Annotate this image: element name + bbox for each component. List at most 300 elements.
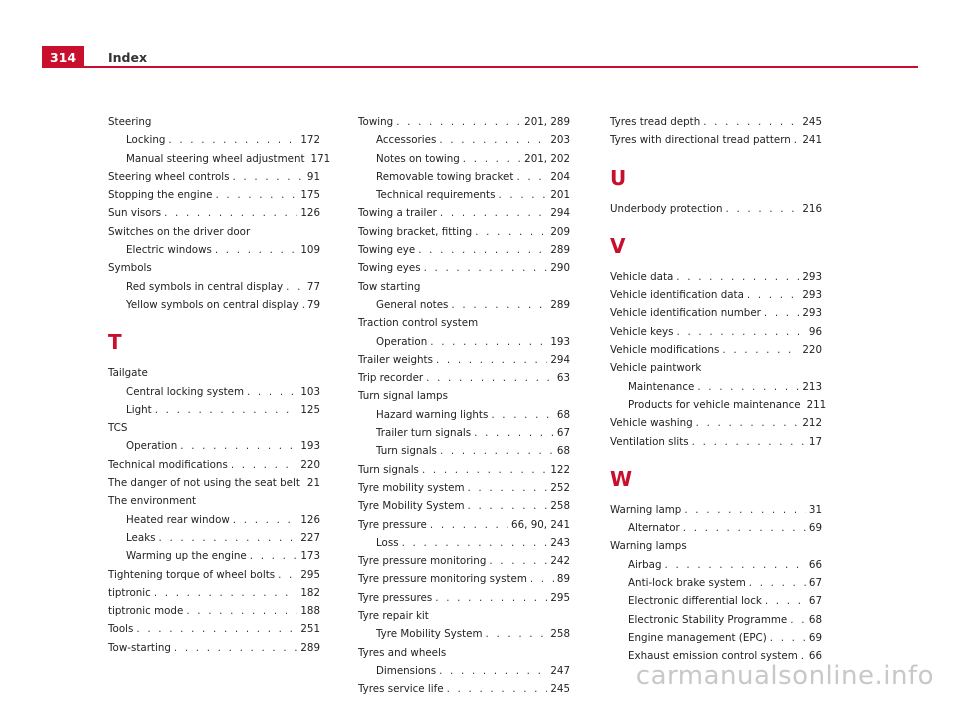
entry-page-ref: 289 xyxy=(550,244,570,257)
dot-leader xyxy=(418,241,547,259)
entry-term: Manual steering wheel adjustment xyxy=(126,152,305,165)
entry-page-ref: 67 xyxy=(556,427,570,440)
dot-leader xyxy=(215,186,297,204)
dot-leader xyxy=(770,629,806,647)
dot-leader xyxy=(439,131,547,149)
index-subentry xyxy=(358,424,570,442)
dot-leader xyxy=(463,150,521,168)
entry-term: Stopping the engine xyxy=(108,189,213,202)
entry-term: Operation xyxy=(126,440,178,453)
dot-leader xyxy=(180,437,297,455)
dot-leader xyxy=(703,113,799,131)
index-entry xyxy=(358,351,570,369)
index-subentry xyxy=(358,662,570,680)
index-entry xyxy=(358,369,570,387)
entry-term: Tools xyxy=(108,623,134,636)
entry-page-ref: 201, 202 xyxy=(524,152,570,165)
index-heading xyxy=(108,113,320,131)
entry-term: Tyre pressure monitoring system xyxy=(358,573,527,586)
entry-page-ref: 243 xyxy=(550,536,570,549)
entry-term: Central locking system xyxy=(126,385,244,398)
index-entry xyxy=(358,497,570,515)
entry-term: Vehicle washing xyxy=(610,417,693,430)
entry-page-ref: 173 xyxy=(300,550,320,563)
entry-page-ref: 172 xyxy=(300,134,320,147)
dot-leader xyxy=(451,296,547,314)
index-entry xyxy=(610,286,822,304)
index-entry xyxy=(610,268,822,286)
entry-page-ref: 69 xyxy=(808,631,822,644)
entry-term: Red symbols in central display xyxy=(126,280,284,293)
entry-page-ref: 68 xyxy=(556,445,570,458)
index-entry xyxy=(108,168,320,186)
index-entry xyxy=(358,680,570,698)
dot-leader xyxy=(422,461,547,479)
dot-leader xyxy=(765,592,806,610)
dot-leader xyxy=(683,519,806,537)
entry-page-ref: 193 xyxy=(550,335,570,348)
entry-term: Tyres tread depth xyxy=(610,116,701,128)
dot-leader xyxy=(697,378,799,396)
dot-leader xyxy=(174,639,297,657)
entry-page-ref: 294 xyxy=(550,353,570,366)
dot-leader xyxy=(426,369,554,387)
entry-page-ref: 109 xyxy=(300,244,320,257)
entry-term: Symbols xyxy=(108,262,152,275)
index-column-3 xyxy=(610,113,827,666)
dot-leader xyxy=(186,602,297,620)
index-heading xyxy=(108,223,320,241)
page-number: 314 xyxy=(42,46,84,68)
index-subentry xyxy=(108,296,320,314)
entry-page-ref: 245 xyxy=(802,116,822,128)
index-subentry xyxy=(358,625,570,643)
entry-page-ref: 201, 289 xyxy=(524,116,570,128)
dot-leader xyxy=(684,501,806,519)
dot-leader xyxy=(474,424,554,442)
entry-page-ref: 89 xyxy=(556,573,570,586)
entry-page-ref: 242 xyxy=(550,555,570,568)
entry-term: General notes xyxy=(376,298,449,311)
entry-term: Engine management (EPC) xyxy=(628,631,767,644)
entry-term: Turn signal lamps xyxy=(358,390,448,403)
index-subentry xyxy=(610,396,827,414)
index-entry xyxy=(358,570,570,588)
entry-term: Vehicle data xyxy=(610,270,674,283)
entry-term: Steering xyxy=(108,116,152,128)
entry-term: Turn signals xyxy=(358,463,419,476)
dot-leader xyxy=(424,259,548,277)
entry-term: The environment xyxy=(108,495,197,508)
dot-leader xyxy=(530,570,554,588)
entry-page-ref: 66 xyxy=(808,558,822,571)
entry-term: The danger of not using the seat belt xyxy=(108,477,300,490)
entry-term: Heated rear window xyxy=(126,513,230,526)
entry-page-ref: 227 xyxy=(300,531,320,544)
dot-leader xyxy=(764,304,799,322)
index-subentry xyxy=(610,629,822,647)
entry-page-ref: 66 xyxy=(808,650,822,663)
entry-page-ref: 251 xyxy=(300,623,320,636)
entry-term: Vehicle keys xyxy=(610,325,674,338)
index-subentry xyxy=(358,534,570,552)
index-column-2 xyxy=(358,113,570,699)
index-entry xyxy=(610,501,822,519)
entry-term: Exhaust emission control system xyxy=(628,650,798,663)
entry-term: Tailgate xyxy=(108,367,148,380)
dot-leader xyxy=(516,168,547,186)
entry-term: Switches on the driver door xyxy=(108,225,251,238)
entry-term: Tyres and wheels xyxy=(358,646,447,659)
entry-term: Notes on towing xyxy=(376,152,460,165)
entry-page-ref: 17 xyxy=(808,435,822,448)
index-heading xyxy=(358,278,570,296)
entry-page-ref: 103 xyxy=(300,385,320,398)
entry-term: Technical requirements xyxy=(376,189,496,202)
page-title: Index xyxy=(108,50,148,65)
entry-page-ref: 290 xyxy=(550,262,570,275)
index-heading xyxy=(108,259,320,277)
entry-term: tiptronic xyxy=(108,586,151,599)
entry-page-ref: 245 xyxy=(550,683,570,696)
entry-page-ref: 289 xyxy=(300,641,320,654)
entry-term: Products for vehicle maintenance xyxy=(628,398,801,411)
index-subentry xyxy=(108,131,320,149)
index-entry xyxy=(358,516,570,534)
index-entry xyxy=(108,620,320,638)
dot-leader xyxy=(447,680,548,698)
dot-leader xyxy=(665,556,806,574)
dot-leader xyxy=(159,529,298,547)
entry-term: Leaks xyxy=(126,531,156,544)
section-letter: W xyxy=(610,466,633,491)
index-entry xyxy=(108,204,320,222)
index-entry xyxy=(108,602,320,620)
dot-leader xyxy=(677,323,806,341)
index-subentry xyxy=(610,574,822,592)
entry-page-ref: 126 xyxy=(300,513,320,526)
entry-page-ref: 212 xyxy=(802,417,822,430)
index-subentry xyxy=(108,401,320,419)
entry-page-ref: 216 xyxy=(802,202,822,215)
dot-leader xyxy=(168,131,297,149)
dot-leader xyxy=(154,584,298,602)
entry-page-ref: 77 xyxy=(306,280,320,293)
entry-term: Electric windows xyxy=(126,244,212,257)
entry-term: Warming up the engine xyxy=(126,550,247,563)
dot-leader xyxy=(215,241,297,259)
entry-term: Technical modifications xyxy=(108,458,228,471)
entry-term: Underbody protection xyxy=(610,202,723,215)
entry-term: Tyre repair kit xyxy=(358,610,429,623)
entry-term: Removable towing bracket xyxy=(376,170,514,183)
entry-page-ref: 247 xyxy=(550,664,570,677)
entry-page-ref: 63 xyxy=(556,372,570,385)
index-subentry xyxy=(358,186,570,204)
dot-leader xyxy=(486,625,548,643)
entry-term: Sun visors xyxy=(108,207,162,220)
entry-term: Trip recorder xyxy=(358,372,424,385)
dot-leader xyxy=(302,296,304,314)
dot-leader xyxy=(747,286,799,304)
entry-page-ref: 68 xyxy=(556,408,570,421)
index-subentry xyxy=(108,383,320,401)
entry-page-ref: 126 xyxy=(300,207,320,220)
dot-leader xyxy=(250,547,298,565)
index-entry xyxy=(610,200,822,218)
dot-leader xyxy=(498,186,547,204)
entry-page-ref: 171 xyxy=(310,152,331,165)
entry-term: Towing eye xyxy=(358,244,416,257)
index-subentry xyxy=(108,529,320,547)
index-subentry xyxy=(358,168,570,186)
entry-term: Anti-lock brake system xyxy=(628,577,746,590)
dot-leader xyxy=(231,456,298,474)
dot-leader xyxy=(155,401,298,419)
dot-leader xyxy=(749,574,806,592)
entry-page-ref: 91 xyxy=(306,170,320,183)
index-subentry xyxy=(610,556,822,574)
entry-term: Ventilation slits xyxy=(610,435,689,448)
entry-term: Towing eyes xyxy=(358,262,421,275)
dot-leader xyxy=(232,168,303,186)
index-entry xyxy=(358,461,570,479)
index-entry xyxy=(358,589,570,607)
index-subentry xyxy=(358,131,570,149)
entry-page-ref: 211 xyxy=(806,398,827,411)
index-subentry xyxy=(610,611,822,629)
index-entry xyxy=(610,433,822,451)
index-heading xyxy=(108,492,320,510)
dot-leader xyxy=(692,433,806,451)
entry-term: Tow-starting xyxy=(108,641,171,654)
entry-page-ref: 67 xyxy=(808,577,822,590)
entry-page-ref: 96 xyxy=(808,325,822,338)
index-entry xyxy=(108,456,320,474)
entry-term: Warning lamps xyxy=(610,540,687,553)
dot-leader xyxy=(676,268,799,286)
entry-term: Yellow symbols on central display xyxy=(126,298,299,311)
index-entry xyxy=(108,566,320,584)
index-subentry xyxy=(610,519,822,537)
index-subentry xyxy=(108,437,320,455)
index-heading xyxy=(610,537,822,555)
section-letter: U xyxy=(610,165,627,190)
entry-page-ref: 252 xyxy=(550,481,570,494)
dot-leader xyxy=(278,566,297,584)
entry-term: Alternator xyxy=(628,522,680,535)
entry-term: Vehicle identification number xyxy=(610,307,761,320)
index-entry xyxy=(358,241,570,259)
entry-term: Tyres with directional tread pattern xyxy=(610,134,791,147)
index-subentry xyxy=(108,511,320,529)
entry-term: Electronic differential lock xyxy=(628,595,762,608)
index-entry xyxy=(610,414,822,432)
entry-page-ref: 193 xyxy=(300,440,320,453)
dot-leader xyxy=(467,479,547,497)
dot-leader xyxy=(430,516,508,534)
entry-term: Turn signals xyxy=(376,445,437,458)
entry-page-ref: 79 xyxy=(306,298,320,311)
index-heading xyxy=(358,644,570,662)
index-entry xyxy=(108,639,320,657)
entry-page-ref: 241 xyxy=(802,134,822,147)
dot-leader xyxy=(696,414,800,432)
index-entry xyxy=(358,204,570,222)
header-rule xyxy=(42,66,918,68)
entry-page-ref: 188 xyxy=(300,605,320,618)
index-subentry xyxy=(358,406,570,424)
dot-leader xyxy=(435,589,547,607)
entry-term: Tyre Mobility System xyxy=(376,628,483,641)
entry-page-ref: 31 xyxy=(808,503,822,516)
entry-term: Hazard warning lights xyxy=(376,408,489,421)
index-entry xyxy=(610,131,822,149)
entry-term: TCS xyxy=(108,422,128,435)
entry-term: Towing a trailer xyxy=(358,207,437,220)
dot-leader xyxy=(440,442,554,460)
entry-page-ref: 204 xyxy=(550,170,570,183)
entry-page-ref: 201 xyxy=(550,189,570,202)
index-entry xyxy=(358,259,570,277)
index-subentry xyxy=(108,278,320,296)
entry-page-ref: 258 xyxy=(550,628,570,641)
index-entry xyxy=(610,341,822,359)
entry-term: Accessories xyxy=(376,134,437,147)
entry-page-ref: 69 xyxy=(808,522,822,535)
entry-term: Warning lamp xyxy=(610,503,682,516)
entry-page-ref: 209 xyxy=(550,225,570,238)
dot-leader xyxy=(233,511,298,529)
entry-term: Dimensions xyxy=(376,664,437,677)
dot-leader xyxy=(303,474,304,492)
index-subentry xyxy=(108,241,320,259)
entry-term: Vehicle paintwork xyxy=(610,362,702,375)
entry-term: Trailer turn signals xyxy=(376,427,472,440)
dot-leader xyxy=(440,204,547,222)
dot-leader xyxy=(402,534,548,552)
entry-page-ref: 203 xyxy=(550,134,570,147)
index-subentry xyxy=(358,333,570,351)
entry-page-ref: 295 xyxy=(300,568,320,581)
entry-page-ref: 293 xyxy=(802,270,822,283)
index-entry xyxy=(108,584,320,602)
entry-page-ref: 21 xyxy=(306,477,320,490)
index-heading xyxy=(108,419,320,437)
dot-leader xyxy=(436,351,547,369)
index-entry xyxy=(108,186,320,204)
dot-leader xyxy=(396,113,521,131)
entry-page-ref: 122 xyxy=(550,463,570,476)
dot-leader xyxy=(439,662,547,680)
dot-leader xyxy=(164,204,297,222)
section-letter: V xyxy=(610,233,626,258)
entry-term: Tyre mobility system xyxy=(358,481,465,494)
dot-leader xyxy=(790,611,806,629)
index-subentry xyxy=(610,592,822,610)
entry-term: Tyre pressure monitoring xyxy=(358,555,487,568)
dot-leader xyxy=(430,333,547,351)
entry-term: Tyres service life xyxy=(358,683,444,696)
entry-term: Tyre Mobility System xyxy=(358,500,465,513)
entry-page-ref: 125 xyxy=(300,403,320,416)
entry-term: Airbag xyxy=(628,558,662,571)
watermark: carmanualsonline.info xyxy=(635,661,934,691)
entry-term: Vehicle modifications xyxy=(610,344,720,357)
entry-page-ref: 175 xyxy=(300,189,320,202)
entry-term: Tyre pressures xyxy=(358,591,433,604)
entry-term: Steering wheel controls xyxy=(108,170,230,183)
index-entry xyxy=(610,304,822,322)
entry-page-ref: 294 xyxy=(550,207,570,220)
entry-term: Light xyxy=(126,403,152,416)
entry-page-ref: 289 xyxy=(550,298,570,311)
entry-term: Traction control system xyxy=(358,317,479,330)
entry-page-ref: 67 xyxy=(808,595,822,608)
dot-leader xyxy=(794,131,800,149)
dot-leader xyxy=(247,383,297,401)
index-heading xyxy=(358,607,570,625)
dot-leader xyxy=(475,223,547,241)
entry-page-ref: 293 xyxy=(802,307,822,320)
index-entry xyxy=(358,113,570,131)
entry-term: Trailer weights xyxy=(358,353,433,366)
index-heading xyxy=(108,364,320,382)
section-letter: T xyxy=(108,330,122,355)
entry-page-ref: 220 xyxy=(300,458,320,471)
entry-term: Tightening torque of wheel bolts xyxy=(108,568,276,581)
dot-leader xyxy=(136,620,297,638)
entry-term: tiptronic mode xyxy=(108,605,184,618)
index-subentry xyxy=(610,378,822,396)
entry-term: Electronic Stability Programme xyxy=(628,613,788,626)
index-subentry xyxy=(358,296,570,314)
entry-term: Towing bracket, fitting xyxy=(358,225,473,238)
dot-leader xyxy=(491,406,554,424)
entry-term: Maintenance xyxy=(628,380,695,393)
dot-leader xyxy=(726,200,800,218)
entry-term: Operation xyxy=(376,335,428,348)
index-entry xyxy=(108,474,320,492)
index-heading xyxy=(610,359,822,377)
entry-term: Towing xyxy=(358,116,394,128)
index-entry xyxy=(610,323,822,341)
entry-page-ref: 182 xyxy=(300,586,320,599)
entry-page-ref: 68 xyxy=(808,613,822,626)
entry-page-ref: 293 xyxy=(802,289,822,302)
index-entry xyxy=(358,552,570,570)
index-subentry xyxy=(358,442,570,460)
index-heading xyxy=(358,387,570,405)
index-subentry xyxy=(358,150,570,168)
index-column-1 xyxy=(108,113,331,657)
index-entry xyxy=(358,479,570,497)
index-subentry xyxy=(108,547,320,565)
entry-page-ref: 220 xyxy=(802,344,822,357)
entry-term: Locking xyxy=(126,134,166,147)
dot-leader xyxy=(722,341,799,359)
entry-term: Vehicle identification data xyxy=(610,289,744,302)
entry-page-ref: 258 xyxy=(550,500,570,513)
entry-term: Tyre pressure xyxy=(358,518,427,531)
entry-page-ref: 295 xyxy=(550,591,570,604)
index-entry xyxy=(610,113,822,131)
index-heading xyxy=(358,314,570,332)
dot-leader xyxy=(468,497,548,515)
entry-page-ref: 213 xyxy=(802,380,822,393)
index-entry xyxy=(358,223,570,241)
entry-page-ref: 66, 90, 241 xyxy=(511,518,570,531)
